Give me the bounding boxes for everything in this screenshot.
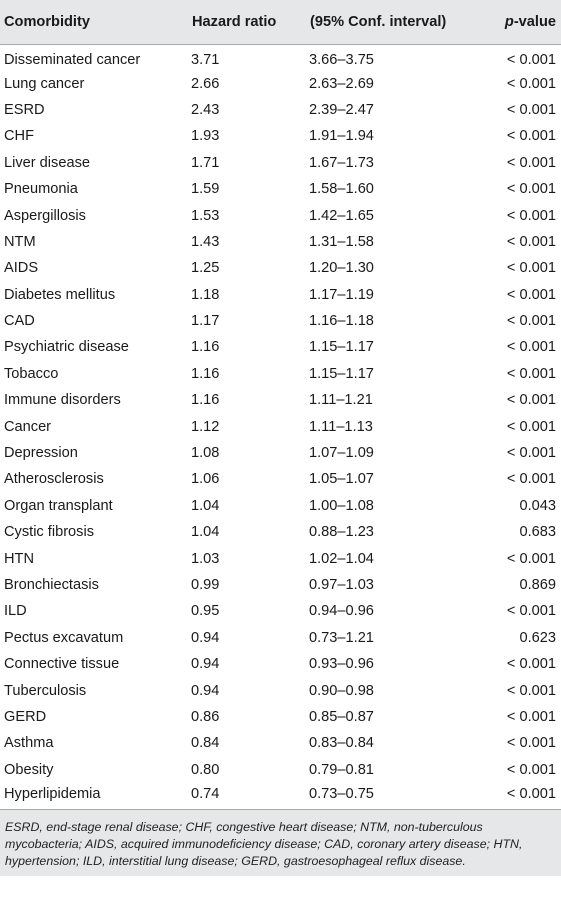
header-hazard-ratio: Hazard ratio (188, 0, 306, 44)
cell-confidence-interval: 0.85–0.87 (309, 708, 374, 725)
cell-comorbidity: CHF (4, 128, 34, 145)
cell-hazard-ratio: 1.16 (191, 339, 220, 356)
cell-comorbidity: ILD (4, 603, 27, 620)
cell-hazard-ratio: 0.94 (191, 629, 220, 646)
cell-confidence-interval: 1.58–1.60 (309, 181, 374, 198)
cell-comorbidity: Cancer (4, 418, 52, 435)
table-row (0, 308, 561, 334)
cell-hazard-ratio: 1.59 (191, 181, 220, 198)
cell-hazard-ratio: 2.43 (191, 101, 220, 118)
cell-comorbidity: GERD (4, 708, 47, 725)
cell-p-value: < 0.001 (506, 233, 556, 250)
table-row (0, 334, 561, 360)
cell-hazard-ratio: 2.66 (191, 75, 220, 92)
table-row (0, 783, 561, 809)
cell-confidence-interval: 1.11–1.13 (309, 418, 373, 435)
cell-p-value: < 0.001 (506, 286, 556, 303)
cell-comorbidity: Tuberculosis (4, 682, 87, 699)
cell-hazard-ratio: 0.99 (191, 577, 220, 593)
cell-hazard-ratio: 1.16 (191, 392, 220, 409)
cell-p-value: < 0.001 (506, 708, 556, 725)
cell-p-value: < 0.001 (506, 313, 556, 330)
cell-hazard-ratio: 0.80 (191, 761, 220, 778)
table-row (0, 387, 561, 413)
cell-p-value: < 0.001 (506, 101, 556, 118)
cell-confidence-interval: 2.39–2.47 (309, 101, 374, 118)
cell-hazard-ratio: 1.53 (191, 207, 220, 224)
header-row (0, 0, 561, 44)
table-row (0, 493, 561, 519)
table-row (0, 123, 561, 149)
cell-p-value: < 0.001 (506, 52, 556, 69)
cell-comorbidity: Pneumonia (4, 181, 78, 198)
cell-confidence-interval: 0.93–0.96 (309, 656, 374, 673)
cell-comorbidity: Atherosclerosis (4, 471, 104, 488)
header-p-suffix: -value (513, 13, 556, 30)
cell-p-value: < 0.001 (506, 445, 556, 462)
cell-hazard-ratio: 1.16 (191, 365, 220, 382)
cell-hazard-ratio: 0.84 (191, 735, 220, 752)
cell-hazard-ratio: 1.04 (191, 497, 220, 514)
table-row (0, 176, 561, 202)
cell-confidence-interval: 0.90–0.98 (309, 682, 374, 699)
cell-p-value: 0.043 (519, 497, 556, 514)
cell-hazard-ratio: 1.04 (191, 524, 220, 541)
cell-hazard-ratio: 3.71 (191, 52, 220, 69)
cell-confidence-interval: 1.31–1.58 (309, 233, 374, 250)
table-row (0, 757, 561, 783)
cell-confidence-interval: 0.79–0.81 (309, 761, 374, 778)
cell-confidence-interval: 1.07–1.09 (309, 445, 374, 462)
cell-confidence-interval: 1.42–1.65 (309, 207, 374, 224)
cell-confidence-interval: 3.66–3.75 (309, 52, 374, 69)
cell-p-value: < 0.001 (506, 128, 556, 145)
cell-confidence-interval: 0.97–1.03 (309, 577, 374, 593)
cell-confidence-interval: 1.91–1.94 (309, 128, 374, 145)
cell-hazard-ratio: 1.18 (191, 286, 220, 303)
cell-hazard-ratio: 1.71 (191, 154, 220, 171)
cell-p-value: < 0.001 (506, 761, 556, 778)
cell-confidence-interval: 1.11–1.21 (309, 392, 373, 409)
cell-comorbidity: Pectus excavatum (4, 629, 124, 646)
cell-p-value: 0.683 (519, 524, 556, 541)
cell-comorbidity: Lung cancer (4, 75, 85, 92)
cell-confidence-interval: 0.73–0.75 (309, 786, 374, 803)
table-body (0, 44, 561, 809)
cell-comorbidity: Disseminated cancer (4, 52, 141, 69)
cell-confidence-interval: 1.16–1.18 (309, 313, 374, 330)
table-row (0, 202, 561, 228)
cell-p-value: < 0.001 (506, 260, 556, 277)
cell-p-value: < 0.001 (506, 656, 556, 673)
cell-confidence-interval: 1.67–1.73 (309, 154, 374, 171)
cell-hazard-ratio: 0.94 (191, 682, 220, 699)
table-row (0, 229, 561, 255)
cell-p-value: < 0.001 (506, 392, 556, 409)
cell-p-value: 0.869 (519, 577, 556, 593)
cell-comorbidity: Hyperlipidemia (4, 786, 101, 803)
cell-confidence-interval: 0.73–1.21 (309, 629, 374, 646)
cell-hazard-ratio: 1.12 (191, 418, 220, 435)
cell-p-value: < 0.001 (506, 339, 556, 356)
cell-comorbidity: Obesity (4, 761, 54, 778)
cell-comorbidity: NTM (4, 233, 36, 250)
cell-confidence-interval: 1.15–1.17 (309, 339, 374, 356)
table-row (0, 677, 561, 703)
table-row (0, 44, 561, 70)
table-row (0, 730, 561, 756)
cell-comorbidity: Asthma (4, 735, 54, 752)
cell-hazard-ratio: 1.17 (191, 313, 220, 330)
table-row (0, 704, 561, 730)
table-row (0, 625, 561, 651)
cell-p-value: < 0.001 (506, 682, 556, 699)
cell-p-value: < 0.001 (506, 75, 556, 92)
cell-hazard-ratio: 0.74 (191, 786, 220, 803)
cell-confidence-interval: 1.17–1.19 (309, 286, 374, 303)
cell-p-value: < 0.001 (506, 365, 556, 382)
cell-confidence-interval: 1.00–1.08 (309, 497, 374, 514)
cell-comorbidity: AIDS (4, 260, 39, 277)
cell-hazard-ratio: 1.93 (191, 128, 220, 145)
cell-confidence-interval: 0.88–1.23 (309, 524, 374, 541)
cell-comorbidity: Aspergillosis (4, 207, 86, 224)
cell-confidence-interval: 1.20–1.30 (309, 260, 374, 277)
cell-hazard-ratio: 0.86 (191, 708, 220, 725)
cell-comorbidity: Depression (4, 445, 78, 462)
cell-p-value: < 0.001 (506, 735, 556, 752)
cell-p-value: 0.623 (519, 629, 556, 646)
cell-p-value: < 0.001 (506, 786, 556, 803)
cell-comorbidity: Tobacco (4, 365, 59, 382)
table-row (0, 70, 561, 96)
cell-p-value: < 0.001 (506, 154, 556, 171)
cell-confidence-interval: 0.83–0.84 (309, 735, 374, 752)
table-row (0, 282, 561, 308)
cell-comorbidity: Liver disease (4, 154, 90, 171)
cell-p-value: < 0.001 (506, 471, 556, 488)
cell-comorbidity: Psychiatric disease (4, 339, 129, 356)
header-p-value (476, 0, 561, 44)
cell-comorbidity: CAD (4, 313, 35, 330)
cell-confidence-interval: 1.02–1.04 (309, 550, 374, 567)
cell-hazard-ratio: 0.94 (191, 656, 220, 673)
cell-p-value: < 0.001 (506, 181, 556, 198)
table-row (0, 413, 561, 439)
table-row (0, 519, 561, 545)
cell-comorbidity: ESRD (4, 101, 45, 118)
cell-comorbidity: Immune disorders (4, 392, 121, 409)
cell-confidence-interval: 1.05–1.07 (309, 471, 374, 488)
cell-hazard-ratio: 1.03 (191, 550, 220, 567)
header-p-italic: p (504, 13, 514, 30)
cell-p-value: < 0.001 (506, 550, 556, 567)
table-row (0, 440, 561, 466)
cell-hazard-ratio: 1.43 (191, 233, 220, 250)
cell-p-value: < 0.001 (506, 603, 556, 620)
header-confidence-interval: (95% Conf. interval) (306, 0, 476, 44)
cell-comorbidity: Connective tissue (4, 656, 120, 673)
header-comorbidity: Comorbidity (0, 0, 188, 44)
table-footnote: ESRD, end-stage renal disease; CHF, congestive heart disease; NTM, non-tuberculous mycobacteria; AIDS, acquired immunodeficiency disease; CAD, coronary artery disease; HTN, hypertension; ILD, interstitial lung disease; GERD, gastroesophageal reflux disease. (0, 809, 561, 876)
table-row (0, 150, 561, 176)
cell-comorbidity: HTN (4, 550, 34, 567)
cell-p-value: < 0.001 (506, 207, 556, 224)
cell-confidence-interval: 2.63–2.69 (309, 75, 374, 92)
cell-comorbidity: Bronchiectasis (4, 577, 99, 593)
cell-comorbidity: Organ transplant (4, 497, 113, 514)
table-row (0, 97, 561, 123)
table-row (0, 255, 561, 281)
cell-confidence-interval: 0.94–0.96 (309, 603, 374, 620)
table-row (0, 572, 561, 598)
cell-hazard-ratio: 1.06 (191, 471, 220, 488)
cell-confidence-interval: 1.15–1.17 (309, 365, 374, 382)
table-row (0, 466, 561, 492)
cell-hazard-ratio: 0.95 (191, 603, 220, 620)
cell-hazard-ratio: 1.25 (191, 260, 220, 277)
cell-hazard-ratio: 1.08 (191, 445, 220, 462)
table-row (0, 598, 561, 624)
cell-comorbidity: Cystic fibrosis (4, 524, 95, 541)
cell-p-value: < 0.001 (506, 418, 556, 435)
table-row (0, 545, 561, 571)
table-header (0, 0, 561, 44)
table-row (0, 361, 561, 387)
cell-comorbidity: Diabetes mellitus (4, 286, 116, 303)
table-row (0, 651, 561, 677)
